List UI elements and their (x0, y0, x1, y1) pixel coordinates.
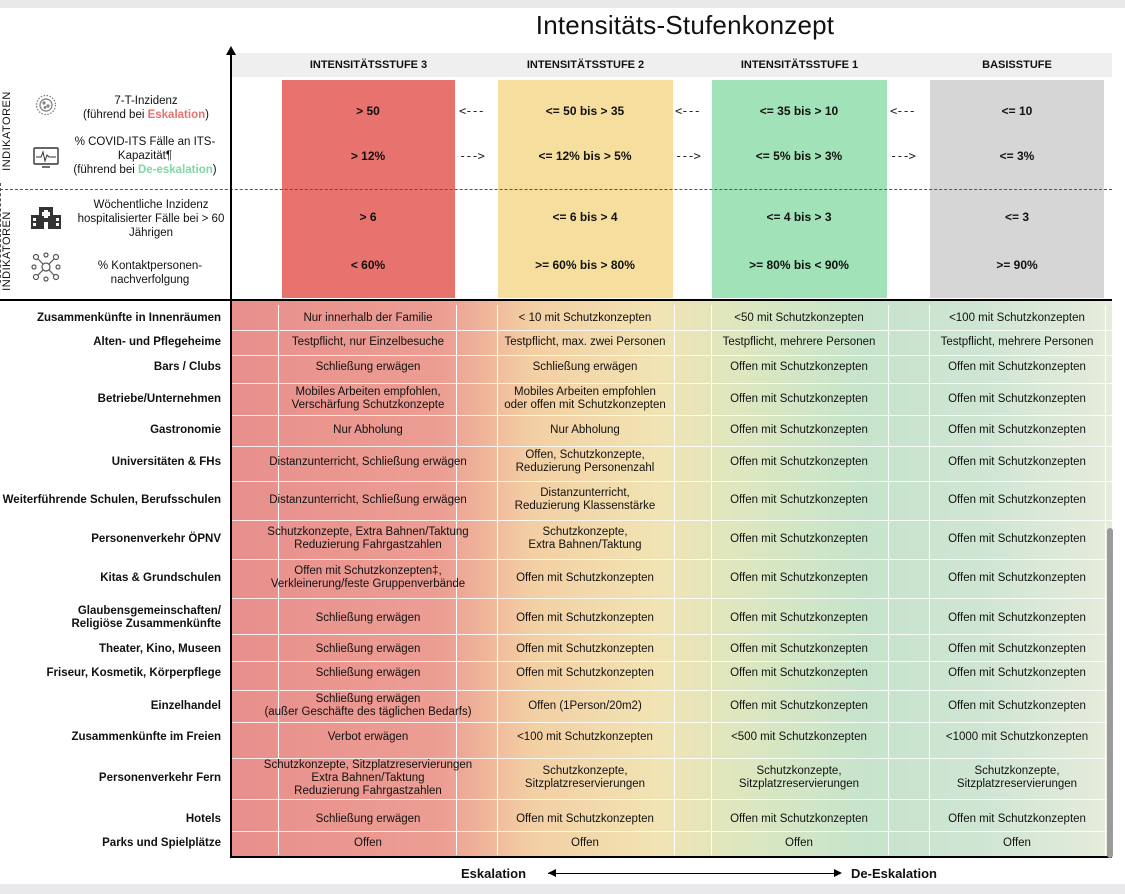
measure-cell: Offen mit Schutzkonzepten (948, 493, 1086, 506)
measure-cell: Offen mit Schutzkonzepten (948, 532, 1086, 545)
measure-cell: Offen mit Schutzkonzepten (730, 455, 868, 468)
measure-cell: Offen mit Schutzkonzepten (516, 611, 654, 624)
measure-label: Universitäten & FHs (111, 455, 221, 468)
page-title: Intensitäts-Stufenkonzept (535, 10, 835, 40)
measure-cell: Offen mit Schutzkonzepten (730, 699, 868, 712)
row-gridline (232, 481, 1112, 482)
measure-cell: Schutzkonzepte, Sitzplatzreservierungen (524, 765, 646, 790)
measure-label: Weiterführende Schulen, Berufsschulen (2, 493, 221, 506)
deescalation-label: De-Eskalation (851, 866, 937, 881)
measure-cell: Schutzkonzepte, Extra Bahnen/Taktung Reduzierung Fahrgastzahlen (267, 526, 469, 551)
measure-cell: Schließung erwägen (315, 611, 421, 624)
measure-cell: Offen, Schutzkonzepte, Reduzierung Personenzahl (515, 449, 655, 474)
dashed-arrow-icon: <--- (890, 104, 915, 118)
indicator-value: <= 3% (999, 149, 1035, 163)
escalation-double-arrow (548, 873, 840, 874)
measure-cell: Offen mit Schutzkonzepten (948, 699, 1086, 712)
measure-cell: Schutzkonzepte, Sitzplatzreservierungen Extra Bahnen/Taktung Reduzierung Fahrgastzahlen (263, 758, 473, 797)
indicator-value: > 6 (359, 210, 377, 224)
measure-cell: Distanzunterricht, Schließung erwägen (269, 455, 467, 468)
measure-cell: Offen mit Schutzkonzepten (730, 360, 868, 373)
indicator-value: <= 3 (1004, 210, 1030, 224)
measure-cell: Offen mit Schutzkonzepten‡, Verkleinerung/feste Gruppenverbände (270, 565, 466, 590)
measure-cell: < 10 mit Schutzkonzepten (518, 311, 652, 324)
measure-cell: Nur innerhalb der Familie (303, 311, 433, 324)
measure-cell: Offen mit Schutzkonzepten (730, 493, 868, 506)
measure-label: Friseur, Kosmetik, Körperpflege (46, 666, 221, 679)
measure-cell: Schließung erwägen (außer Geschäfte des täglichen Bedarfs) (264, 693, 472, 718)
indicator-value: >= 80% bis < 90% (749, 258, 849, 272)
measure-cell: <100 mit Schutzkonzepten (517, 730, 653, 743)
heart-monitor-icon (33, 146, 59, 168)
measure-label: Gastronomie (150, 423, 221, 436)
measure-cell: Offen mit Schutzkonzepten (516, 571, 654, 584)
measure-label: Betriebe/Unternehmen (97, 392, 221, 405)
measure-cell: <500 mit Schutzkonzepten (731, 730, 867, 743)
measure-label: Kitas & Grundschulen (100, 571, 221, 584)
measure-label: Personenverkehr Fern (98, 771, 221, 784)
measure-cell: Offen mit Schutzkonzepten (948, 392, 1086, 405)
measure-cell: Testpflicht, mehrere Personen (940, 335, 1094, 348)
measure-cell: Offen (1Person/20m2) (528, 699, 642, 712)
measure-cell: Testpflicht, nur Einzelbesuche (291, 335, 445, 348)
measure-cell: Offen (571, 836, 599, 849)
measure-cell: <50 mit Schutzkonzepten (734, 311, 864, 324)
indicator-value: <= 4 bis > 3 (766, 210, 832, 224)
measure-cell: Schutzkonzepte, Sitzplatzreservierungen (738, 765, 860, 790)
measure-cell: Offen mit Schutzkonzepten (730, 611, 868, 624)
row-gridline (232, 330, 1112, 331)
indicator-value: >= 60% bis > 80% (535, 258, 635, 272)
measure-label: Parks und Spielplätze (102, 836, 221, 849)
row-gridline (232, 559, 1112, 560)
measure-cell: Schließung erwägen (315, 642, 421, 655)
contact-network-icon (31, 252, 61, 282)
dashed-arrow-icon: ---> (890, 149, 915, 163)
dashed-arrow-icon: ---> (675, 149, 700, 163)
measure-cell: Offen mit Schutzkonzepten (948, 360, 1086, 373)
row-gridline (232, 634, 1112, 635)
base-header: BASISSTUFE (982, 59, 1052, 71)
measure-cell: <1000 mit Schutzkonzepten (945, 730, 1089, 743)
indicator-side-label-bottom: INDIKATOREN (1, 211, 13, 291)
indicator-separator-left (0, 183, 2, 283)
dashed-arrow-icon: ---> (459, 149, 484, 163)
x-axis (230, 856, 1112, 858)
measure-label: Bars / Clubs (153, 360, 221, 373)
hospital-icon (30, 205, 62, 231)
measure-cell: Offen mit Schutzkonzepten (516, 666, 654, 679)
measure-cell: Nur Abholung (550, 423, 620, 436)
measure-cell: Offen mit Schutzkonzepten (948, 455, 1086, 468)
measure-cell: <100 mit Schutzkonzepten (949, 311, 1085, 324)
measure-cell: Offen (1003, 836, 1031, 849)
indicator-value: <= 12% bis > 5% (538, 149, 632, 163)
indicator-value: <= 5% bis > 3% (755, 149, 843, 163)
indicator-value: < 60% (350, 258, 386, 272)
measure-cell: Offen mit Schutzkonzepten (730, 423, 868, 436)
measure-label: Hotels (185, 812, 221, 825)
row-gridline (232, 446, 1112, 447)
measure-label: Einzelhandel (150, 699, 221, 712)
stage1-header: INTENSITÄTSSTUFE 1 (740, 59, 859, 71)
row-gridline (232, 722, 1112, 723)
measure-cell: Mobiles Arbeiten empfohlen oder offen mit Schutzkonzepten (504, 386, 666, 411)
stage2-header: INTENSITÄTSSTUFE 2 (526, 59, 645, 71)
row-gridline (232, 520, 1112, 521)
indicator-value: > 12% (350, 149, 386, 163)
indicator-value: <= 50 bis > 35 (545, 104, 625, 118)
row-gridline (232, 383, 1112, 384)
measure-cell: Schutzkonzepte, Extra Bahnen/Taktung (528, 526, 642, 551)
indicator-label-contact-tracing: % Kontaktpersonen-nachverfolgung (97, 260, 203, 286)
row-gridline (232, 355, 1112, 356)
measure-cell: Offen mit Schutzkonzepten (516, 812, 654, 825)
measure-cell: Mobiles Arbeiten empfohlen, Verschärfung Schutzkonzepte (291, 386, 445, 411)
row-gridline (232, 690, 1112, 691)
measure-cell: Offen (785, 836, 813, 849)
measure-label: Zusammenkünfte in Innenräumen (36, 311, 221, 324)
slide (0, 8, 1125, 884)
measure-cell: Schließung erwägen (315, 666, 421, 679)
indicator-value: > 50 (356, 104, 380, 118)
measure-cell: Offen (354, 836, 382, 849)
measure-cell: Offen mit Schutzkonzepten (730, 392, 868, 405)
measure-cell: Offen mit Schutzkonzepten (730, 532, 868, 545)
indicator-value: >= 90% (996, 258, 1038, 272)
measure-label: Theater, Kino, Museen (98, 642, 221, 655)
section-divider (0, 299, 1112, 301)
measure-cell: Offen mit Schutzkonzepten (730, 571, 868, 584)
row-gridline (232, 598, 1112, 599)
measure-label: Alten- und Pflegeheime (93, 335, 221, 348)
indicator-separator (0, 189, 1112, 190)
measure-cell: Offen mit Schutzkonzepten (730, 642, 868, 655)
y-axis-arrowhead (226, 46, 236, 55)
measure-cell: Verbot erwägen (327, 730, 409, 743)
measure-cell: Schutzkonzepte, Sitzplatzreservierungen (956, 765, 1078, 790)
measure-cell: Schließung erwägen (315, 812, 421, 825)
measure-cell: Testpflicht, max. zwei Personen (504, 335, 666, 348)
measure-cell: Nur Abholung (333, 423, 403, 436)
escalation-emphasis: Eskalation (147, 109, 206, 121)
measure-label: Personenverkehr ÖPNV (91, 532, 221, 545)
indicator-label-incidence: 7-T-Inzidenz (führend bei Eskalation) (83, 95, 209, 121)
measure-cell: Offen mit Schutzkonzepten (516, 642, 654, 655)
measure-label: Glaubensgemeinschaften/ Religiöse Zusammenkünfte (71, 605, 221, 630)
measure-cell: Schließung erwägen (532, 360, 638, 373)
indicator-label-its: % COVID-ITS Fälle an ITS- Kapazität¶ (führend bei De-eskalation) (73, 136, 217, 176)
row-gridline (232, 799, 1112, 800)
stage3-header: INTENSITÄTSSTUFE 3 (309, 59, 428, 71)
deescalation-emphasis: De-eskalation (137, 164, 213, 176)
row-gridline (232, 661, 1112, 662)
virus-icon (33, 92, 59, 118)
measure-label: Zusammenkünfte im Freien (71, 730, 221, 743)
measure-cell: Offen mit Schutzkonzepten (948, 666, 1086, 679)
arrowhead-right-icon (834, 869, 842, 877)
measure-cell: Offen mit Schutzkonzepten (948, 423, 1086, 436)
measure-cell: Offen mit Schutzkonzepten (730, 666, 868, 679)
measure-cell: Distanzunterricht, Reduzierung Klassenstärke (514, 487, 656, 512)
indicator-label-hospitalized: Wöchentliche Inzidenz hospitalisierter Fälle bei > 60 Jährigen (77, 199, 225, 239)
measure-cell: Testpflicht, mehrere Personen (722, 335, 876, 348)
indicator-side-label-top: INDIKATOREN (1, 91, 13, 171)
row-gridline (232, 415, 1112, 416)
y-axis (230, 52, 232, 858)
measure-cell: Distanzunterricht, Schließung erwägen (269, 493, 467, 506)
measure-cell: Offen mit Schutzkonzepten (948, 571, 1086, 584)
measure-cell: Offen mit Schutzkonzepten (948, 812, 1086, 825)
indicator-value: <= 35 bis > 10 (759, 104, 839, 118)
indicator-value: <= 10 (1001, 104, 1033, 118)
indicator-value: <= 6 bis > 4 (552, 210, 618, 224)
arrowhead-left-icon (548, 869, 556, 877)
measure-cell: Schließung erwägen (315, 360, 421, 373)
measure-cell: Offen mit Schutzkonzepten (948, 611, 1086, 624)
dashed-arrow-icon: <--- (459, 104, 484, 118)
dashed-arrow-icon: <--- (675, 104, 700, 118)
measure-cell: Offen mit Schutzkonzepten (948, 642, 1086, 655)
scrollbar-thumb[interactable] (1107, 528, 1113, 858)
row-gridline (232, 831, 1112, 832)
escalation-label: Eskalation (461, 866, 527, 881)
measure-cell: Offen mit Schutzkonzepten (730, 812, 868, 825)
